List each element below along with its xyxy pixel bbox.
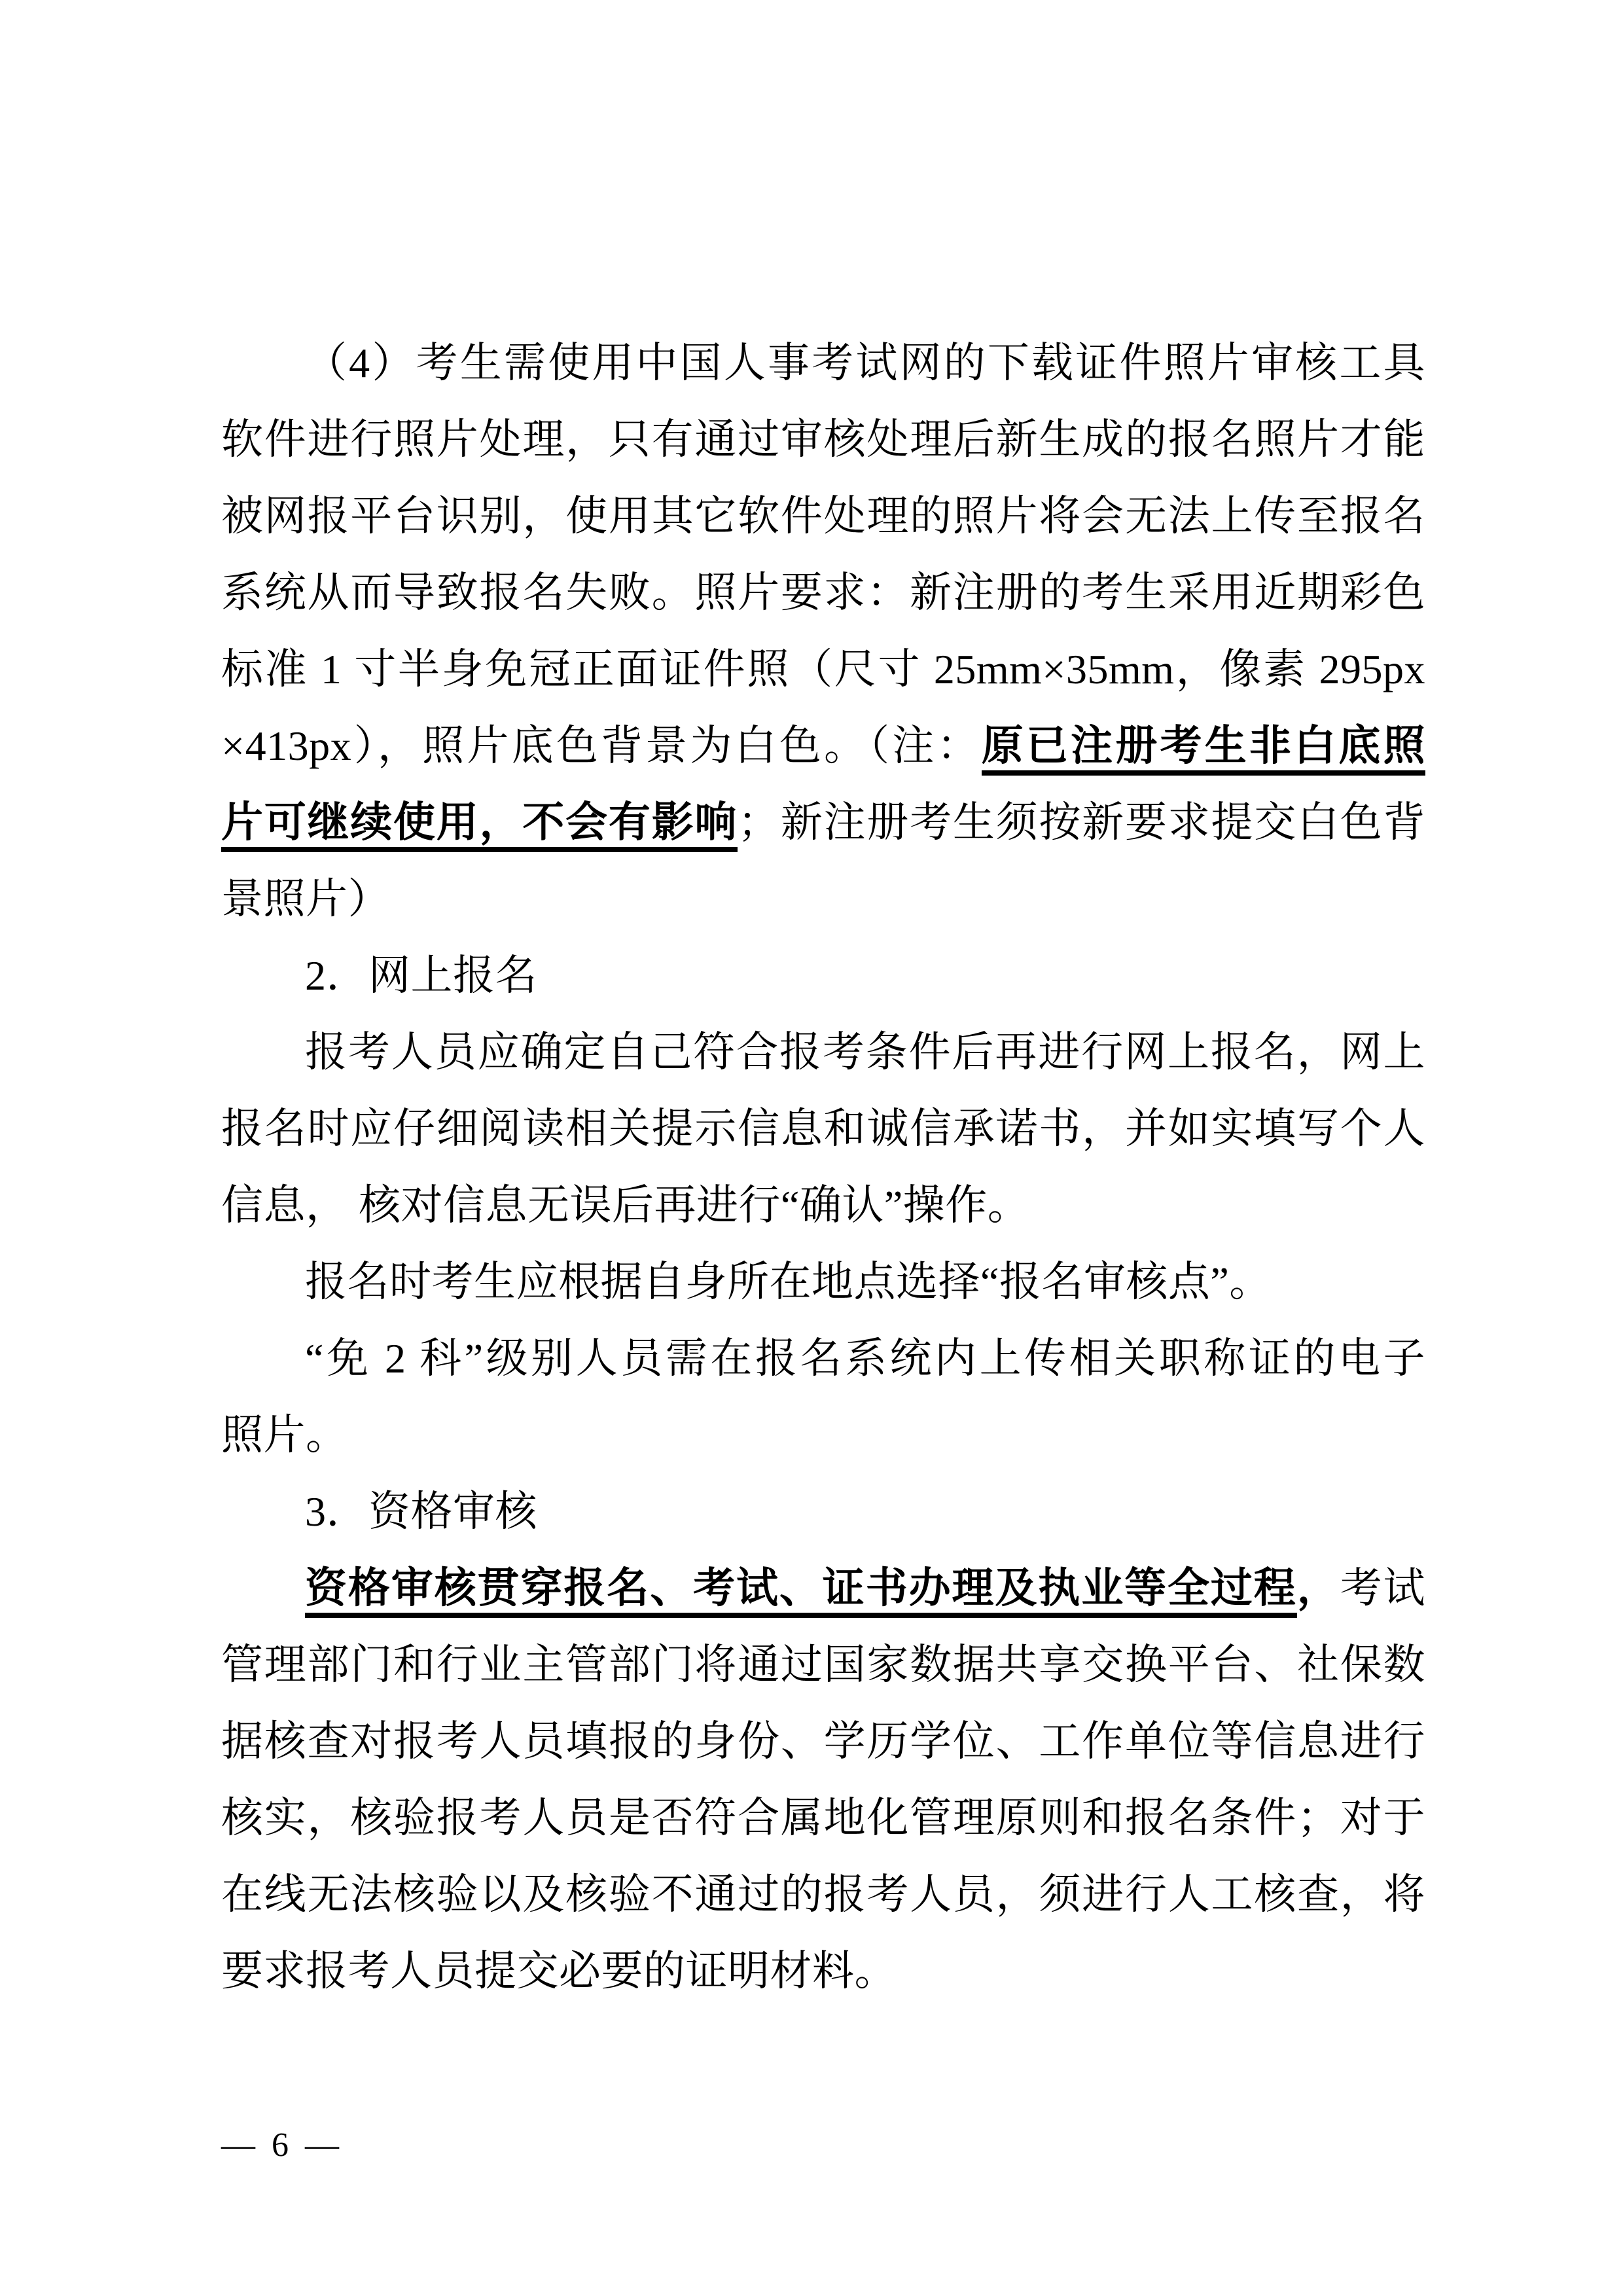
body-text: 考试 — [1340, 1565, 1426, 1611]
text-line — [221, 1090, 1425, 1167]
text-line — [221, 1167, 1425, 1244]
text-line — [221, 1780, 1425, 1856]
body-text: 据核查对报考人员填报的身份、学历学位、工作单位等信息进行 — [221, 1718, 1425, 1765]
body-text: “免 2 科”级别人员需在报名系统内上传相关职称证的电子 — [305, 1335, 1425, 1382]
body-text: 2．网上报名 — [305, 952, 537, 999]
text-line — [221, 1244, 1425, 1320]
emphasis-underline-text: ， — [1296, 1565, 1340, 1611]
body-text: 照片。 — [221, 1412, 348, 1458]
body-text: 核实，核验报考人员是否符合属地化管理原则和报名条件；对于 — [221, 1795, 1425, 1841]
text-line — [221, 1320, 1425, 1397]
document-body — [221, 325, 1425, 2009]
body-text: 标准 1 寸半身免冠正面证件照（尺寸 25mm×35mm，像素 295px — [221, 646, 1425, 692]
body-text: 要求报考人员提交必要的证明材料。 — [221, 1948, 897, 1994]
body-text: 管理部门和行业主管部门将通过国家数据共享交换平台、社保数 — [221, 1641, 1425, 1688]
body-text: ×413px），照片底色背景为白色。（注： — [221, 723, 982, 769]
text-line — [221, 1550, 1425, 1626]
page-number: — 6 — — [221, 2126, 343, 2164]
text-line — [221, 861, 1425, 937]
text-line — [221, 631, 1425, 708]
body-text: ；新注册考生须按新要求提交白色背 — [738, 799, 1426, 846]
text-line — [221, 1397, 1425, 1473]
text-line — [221, 478, 1425, 554]
body-text: （4）考生需使用中国人事考试网的下载证件照片审核工具 — [305, 340, 1425, 386]
text-line — [221, 784, 1425, 861]
body-text: 3．资格审核 — [305, 1488, 537, 1535]
text-line — [221, 1703, 1425, 1780]
emphasis-underline-text: 资格审核贯穿报名、考试、证书办理及执业等全过程 — [305, 1565, 1297, 1618]
text-line — [221, 325, 1425, 401]
body-text: 报名时应仔细阅读相关提示信息和诚信承诺书，并如实填写个人 — [221, 1105, 1425, 1152]
body-text: 软件进行照片处理，只有通过审核处理后新生成的报名照片才能 — [221, 416, 1425, 463]
body-text: 信息， 核对信息无误后再进行“确认”操作。 — [221, 1182, 1030, 1229]
body-text: 报考人员应确定自己符合报考条件后再进行网上报名，网上 — [305, 1029, 1425, 1075]
body-text: 系统从而导致报名失败。照片要求：新注册的考生采用近期彩色 — [221, 569, 1425, 616]
body-text: 被网报平台识别，使用其它软件处理的照片将会无法上传至报名 — [221, 493, 1425, 539]
body-text: 在线无法核验以及核验不通过的报考人员，须进行人工核查，将 — [221, 1871, 1425, 1918]
text-line — [221, 1626, 1425, 1703]
body-text: 景照片） — [221, 876, 390, 922]
text-line — [221, 401, 1425, 478]
text-line — [221, 1933, 1425, 2009]
text-line — [221, 1014, 1425, 1090]
text-line — [221, 708, 1425, 784]
emphasis-underline-text: 原已注册考生非白底照 — [982, 723, 1425, 776]
body-text: 报名时考生应根据自身所在地点选择“报名审核点”。 — [305, 1259, 1272, 1305]
text-line — [221, 1473, 1425, 1550]
text-line — [221, 937, 1425, 1014]
text-line — [221, 554, 1425, 631]
text-line — [221, 1856, 1425, 1933]
emphasis-underline-text: 片可继续使用，不会有影响 — [221, 799, 738, 852]
